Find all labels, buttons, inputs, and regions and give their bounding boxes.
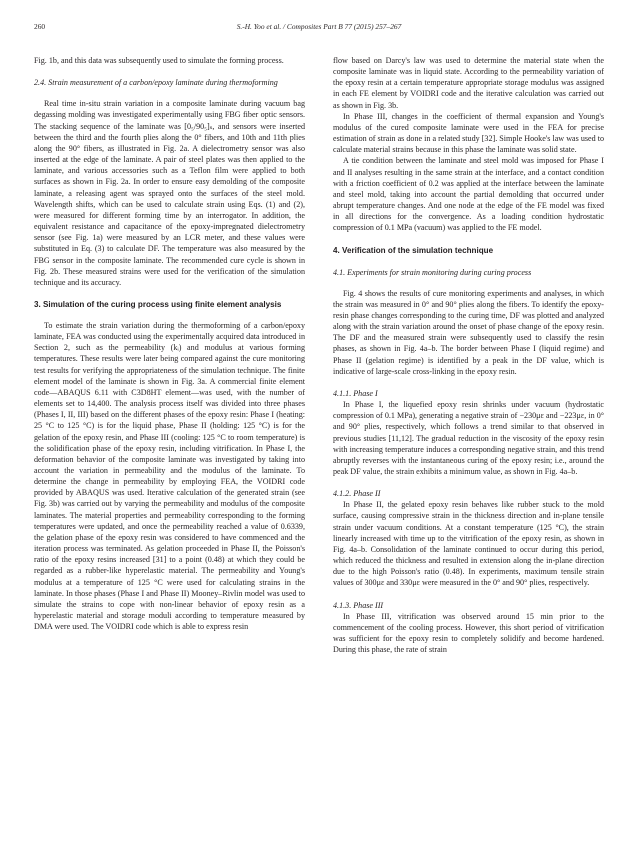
- right-column: [333, 55, 604, 655]
- paragraph-strain-measurement: Real time in-situ strain variation in a composite laminate during vacuum bag degassing molding was investigated experimentally using FBG fiber optic sensors. The stacking sequence of the laminate was [0₅/90₅]ₛ, and sensors were inserted between the third and the fourth plies along the 0° fibers, and 10th and 11th plies along the 90° fibers, as illustrated in Fig. 2a. A dielectrometry sensor was also inserted at the edge of the laminate. A pair of steel plates was then applied to the laminate, and various accessories such as a Teflon film were applied to both surfaces as shown in Fig. 2a. In order to ensure easy demolding of the composite laminate, a releasing agent was sprayed onto the surfaces of the steel mold. Wavelength shifts, which can be used to calculate strain using Eqs. (1) and (2), were measured for different forming time by an interrogator. In addition, the equivalent resistance and capacitance of the epoxy-impregnated dielectrometry sensor (see Fig. 1a) were measured by an LCR meter, and these values were substituted in Eq. (3) to calculate DF. The temperature was also measured by the FBG sensor in the composite laminate. The recommended cure cycle is shown in Fig. 2b. These measured strains were used for the verification of the simulation technique and its accuracy.: [34, 99, 305, 287]
- section-heading-4: 4. Verification of the simulation technique: [333, 245, 494, 255]
- paragraph-phase-i: In Phase I, the liquefied epoxy resin shrinks under vacuum (hydrostatic compression of 0.1 MPa), generating a negative strain of −230με and −223με, in 0° and 90° plies, respectively, which follows a trend similar to that observed in previous studies [11,12]. The gradual reduction in the viscosity of the epoxy resin with increasing temperature induces a corresponding negative strain, and this trend abruptly reverses with the instantaneous curing of the epoxy resin; i.e., around the peak DF value, the strain exhibits a minimum value, as shown in Fig. 4a–b.: [333, 400, 604, 476]
- paragraph-tie-condition: A tie condition between the laminate and steel mold was imposed for Phase I and II analyses resulting in the same strain at the interface, and a contact condition with a friction coefficient of 0.2 was applied at the interface between the laminate and steel mold, taking into account the partial demolding that occurred under abrupt temperature changes. And one node at the edge of the FE model was fixed in all directions for the convergence. As a loading condition hydrostatic compression of 0.1 MPa (vacuum) was applied to the FE model.: [333, 156, 604, 233]
- section-heading-2-4: 2.4. Strain measurement of a carbon/epoxy laminate during thermoforming: [34, 78, 278, 88]
- page-header: [34, 22, 604, 34]
- paragraph-continuation-right: flow based on Darcy's law was used to determine the material state when the composite laminate was in liquid state. According to the permeability variation of the epoxy resin at a certain temperature appropriate storage modulus was assigned in each FE element by VOIDRI code and the iterative calculation was carried out as shown in Fig. 3b.: [333, 56, 604, 110]
- paragraph-phase-iii: In Phase III, vitrification was observed around 15 min prior to the commencement of the cooling process. However, this short period of vitrification was sufficient for the epoxy resin to completely solidify and become hardened. During this phase, the rate of strain: [333, 611, 604, 655]
- paragraph-phase-iii-fea: In Phase III, changes in the coefficient of thermal expansion and Young's modulus of the cured composite laminate were used in the FEA for precise estimation of strain as done in a related study [32]. Simple Hooke's law was used to calculate material strains because in this phase the laminate was solid state.: [333, 111, 604, 155]
- paragraph-phase-ii: In Phase II, the gelated epoxy resin behaves like rubber stuck to the mold surface, causing compressive strain in the thickness direction and in-plane tensile strain under vacuum conditions. At a constant temperature (125 °C), the strain linearly increased with time up to the vitrification of the epoxy resin, as shown in Fig. 4a–b. Consolidation of the laminate continued to occur during this period, which reduced the thickness and resulted in extension along the in-plane direction due to the high Poisson's ratio (0.48). In experiments, maximum tensile strain values of 300με and 330με were measured in the 0° and 90° plies, respectively.: [333, 500, 604, 588]
- section-heading-4-1-3: 4.1.3. Phase III: [333, 600, 384, 610]
- paragraph-cure-monitoring: Fig. 4 shows the results of cure monitoring experiments and analyses, in which the strain was measured in 0° and 90° plies along the fibers. To identify the epoxy-resin phase changes corresponding to the curing time, DF was plotted and analyzed along with the strain variation around the onset of phase change of the epoxy resin. The DF and the measured strain were subsequently used to classify the resin phases, as shown in Fig. 4a–b. The border between Phase I (liquid regime) and Phase II (gelation regime) is identified by a peak in the DF value, which is indicative of large-scale cross-linking in the epoxy resin.: [333, 288, 604, 376]
- running-head: S.-H. Yoo et al. / Composites Part B 77 (2015) 257–267: [236, 22, 402, 31]
- paragraph-fea: To estimate the strain variation during the thermoforming of a carbon/epoxy laminate, FEA was conducted using the experimentally acquired data introduced in Section 2, such as the permeability (kᵢ) and modulus at various forming temperatures. These results were later being compared against the cure monitoring test results for verifying the appropriateness of the simulation technique. The finite element model of the laminate is shown in Fig. 3a. A commercial finite element code—ABAQUS 6.11 with C3D8HT element—was used, with the number of elements set to 14,400. The analysis process itself was divided into three phases (Phases I, II, III) based on the different phases of the epoxy resin: Phase I (heating: 25 °C to 125 °C) is for the liquid phase, Phase II (holding: 125 °C) is for the gelation of the epoxy resin, and Phase III (cooling: 125 °C to room temperature) is the solidification phase of the epoxy resin, including vitrification. In Phase I, the deformation behavior of the composite laminate was investigated by taking into account the variation in permeability and the modulus of the laminate. To determine the change in permeability by employing FEA, the VOIDRI code provided by ABAQUS was used. Iterative calculation of the generated strain (see Fig. 3b) was carried out by varying the permeability and modulus of the composite laminates. The material properties and permeability corresponding to the forming temperatures were updated, and once the permeability reached a value of 0.6339, the gelation phase of the epoxy resin was considered to have commenced and the iteration process was terminated. As gelation proceeded in Phase II, the Poisson's ratio of the epoxy resins increased [31] to a point (0.48) at which they could be regarded as a rubber-like hyperelastic material. The permeability and Young's modulus at a temperature of 125 °C were used for calculating strains in the laminate. In those phases (Phase I and Phase II) Mooney–Rivlin model was used to simulate the strains to cope with non-linear behavior of epoxy resin as a hyperelastic material and storage moduli according to temperature measured by DMA were used. The VOIDRI code which is able to express resin: [34, 320, 305, 632]
- paragraph-continuation: Fig. 1b, and this data was subsequently used to simulate the forming process.: [34, 56, 284, 65]
- section-heading-4-1-1: 4.1.1. Phase I: [333, 388, 378, 398]
- page-number: 260: [34, 22, 46, 31]
- section-heading-4-1-2: 4.1.2. Phase II: [333, 489, 381, 499]
- section-heading-4-1: 4.1. Experiments for strain monitoring during curing process: [333, 267, 532, 277]
- section-heading-3: 3. Simulation of the curing process using finite element analysis: [34, 299, 282, 309]
- left-column: [34, 55, 305, 632]
